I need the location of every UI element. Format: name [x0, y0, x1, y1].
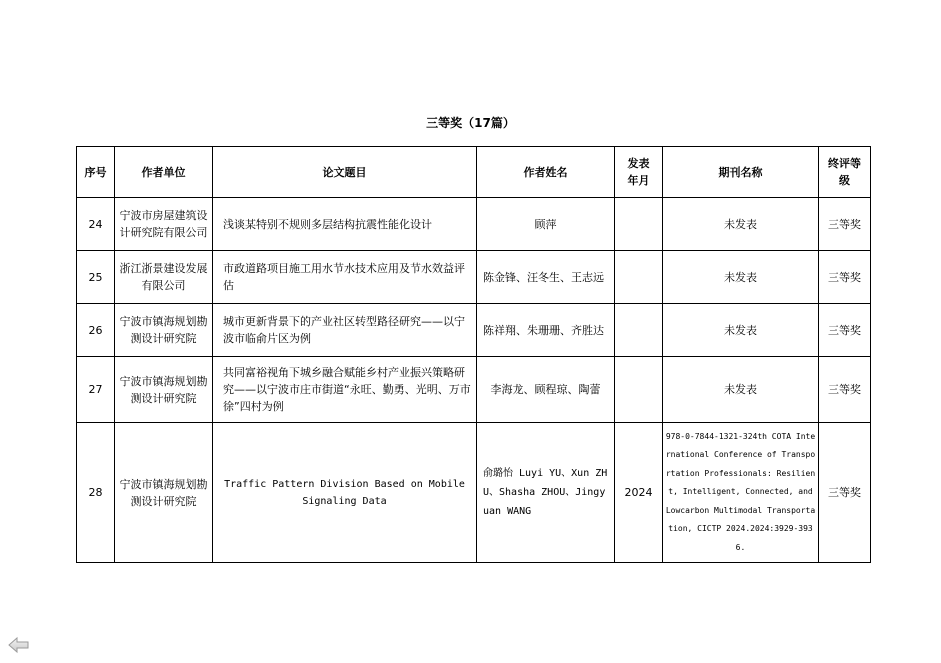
header-authors: 作者姓名 — [477, 147, 615, 198]
cell-pub-date: 2024 — [615, 423, 663, 563]
cell-journal: 未发表 — [663, 357, 819, 423]
header-paper-title: 论文题目 — [213, 147, 477, 198]
cell-unit: 宁波市镇海规划勘测设计研究院 — [115, 357, 213, 423]
header-seq: 序号 — [77, 147, 115, 198]
table-row — [77, 251, 871, 304]
cell-authors: 陈祥翔、朱珊珊、齐胜达 — [477, 304, 615, 357]
cell-authors: 俞璐怡 Luyi YU、Xun ZHU、Shasha ZHOU、Jingyuan WANG — [477, 423, 615, 563]
cell-authors: 陈金锋、汪冬生、王志远 — [477, 251, 615, 304]
header-unit: 作者单位 — [115, 147, 213, 198]
cell-journal: 未发表 — [663, 251, 819, 304]
awards-table — [76, 146, 871, 563]
cell-journal: 978-0-7844-1321-324th COTA International Conference of Transportation Professionals: Resilient, Intelligent, Connected, and Lowcarbon Multimodal Transportation, CICTP 2024.2024:3929-3936. — [663, 423, 819, 563]
cell-pub-date — [615, 198, 663, 251]
cell-final-grade: 三等奖 — [819, 304, 871, 357]
table-row — [77, 198, 871, 251]
cell-paper-title: 共同富裕视角下城乡融合赋能乡村产业振兴策略研究——以宁波市庄市街道“永旺、勤勇、光明、万市徐”四村为例 — [213, 357, 477, 423]
cell-paper-title: 市政道路项目施工用水节水技术应用及节水效益评估 — [213, 251, 477, 304]
cell-seq: 25 — [77, 251, 115, 304]
header-final-grade: 终评等级 — [819, 147, 871, 198]
cell-final-grade: 三等奖 — [819, 357, 871, 423]
cell-journal: 未发表 — [663, 304, 819, 357]
cell-unit: 宁波市镇海规划勘测设计研究院 — [115, 304, 213, 357]
table-row — [77, 304, 871, 357]
cell-seq: 26 — [77, 304, 115, 357]
cell-paper-title: Traffic Pattern Division Based on Mobile Signaling Data — [213, 423, 477, 563]
cell-unit: 浙江浙景建设发展有限公司 — [115, 251, 213, 304]
header-pub-date: 发表年月 — [615, 147, 663, 198]
cell-authors: 李海龙、顾程琼、陶蕾 — [477, 357, 615, 423]
cell-paper-title: 城市更新背景下的产业社区转型路径研究——以宁波市临俞片区为例 — [213, 304, 477, 357]
cell-unit: 宁波市房屋建筑设计研究院有限公司 — [115, 198, 213, 251]
cell-pub-date — [615, 304, 663, 357]
table-header-row — [77, 147, 871, 198]
cell-unit: 宁波市镇海规划勘测设计研究院 — [115, 423, 213, 563]
cell-final-grade: 三等奖 — [819, 198, 871, 251]
cell-seq: 27 — [77, 357, 115, 423]
page-title: 三等奖（17篇） — [426, 116, 515, 130]
cell-journal: 未发表 — [663, 198, 819, 251]
cell-final-grade: 三等奖 — [819, 251, 871, 304]
table-row — [77, 423, 871, 563]
cell-seq: 24 — [77, 198, 115, 251]
cell-authors: 顾萍 — [477, 198, 615, 251]
back-arrow-icon[interactable] — [8, 636, 30, 654]
cell-pub-date — [615, 251, 663, 304]
cell-seq: 28 — [77, 423, 115, 563]
cell-paper-title: 浅谈某特别不规则多层结构抗震性能化设计 — [213, 198, 477, 251]
cell-final-grade: 三等奖 — [819, 423, 871, 563]
cell-pub-date — [615, 357, 663, 423]
header-journal: 期刊名称 — [663, 147, 819, 198]
table-row — [77, 357, 871, 423]
